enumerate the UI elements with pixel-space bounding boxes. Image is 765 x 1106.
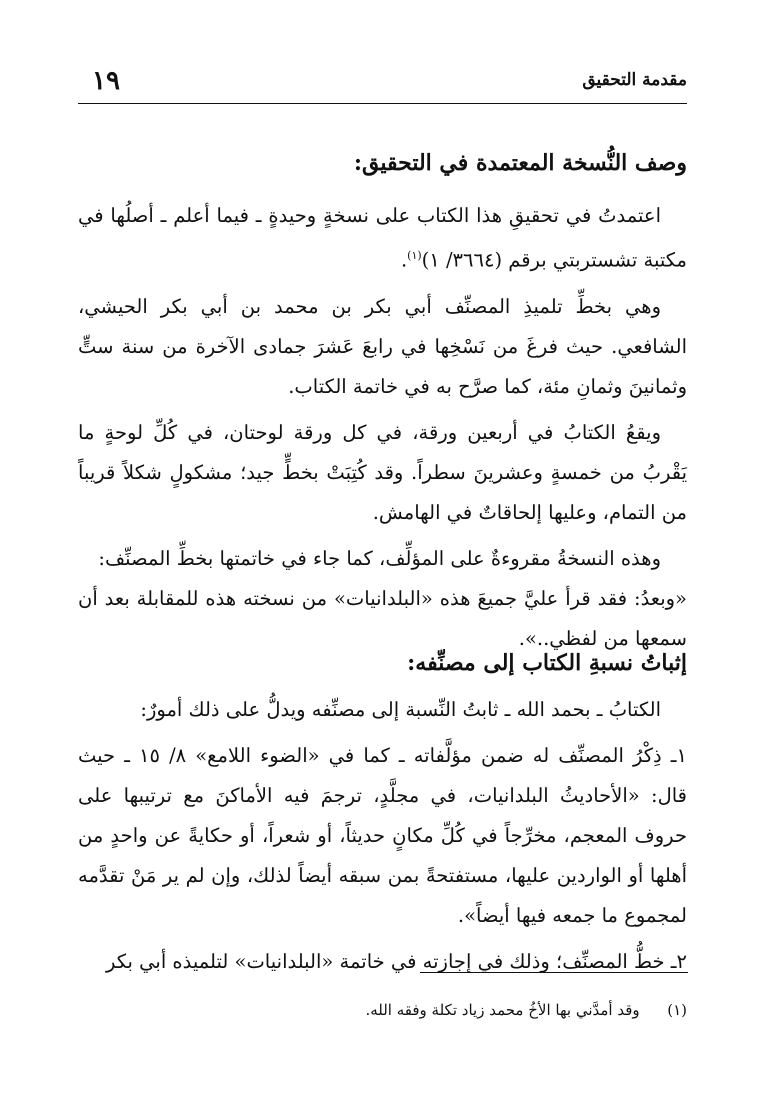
page-header [78, 66, 687, 100]
page-number: ١٩ [92, 66, 120, 96]
footnote [78, 998, 687, 1022]
section-heading-attribution: إثباتُ نسبةِ الكتاب إلى مصنِّفه: [407, 650, 687, 676]
paragraph-text: اعتمدتُ في تحقيقِ هذا الكتاب على نسخةٍ وحيدةٍ ـ فيما أعلم ـ أصلُها في مكتبة تشستربتي برقم (٣٦٦٤/ ١) [78, 204, 687, 272]
paragraph: ويقعُ الكتابُ في أربعين ورقة، في كل ورقة لوحتان، في كُلِّ لوحةٍ ما يَقْربُ من خمسةٍ وعشرينَ سطراً. وقد كُتِبَتْ بخطٍّ جيد؛ مشكولٍ شكلاً قريباً من التمام، وعليها إلحاقاتٌ في الهامش. [78, 420, 687, 524]
paragraph: وهذه النسخةُ مقروءةٌ على المؤلِّف، كما جاء في خاتمتها بخطِّ المصنِّف: [98, 546, 661, 570]
footnote-rule [420, 972, 688, 973]
header-rule [78, 103, 687, 104]
paragraph [78, 196, 687, 281]
numbered-paragraph: ٢ـ خطُّ المصنِّف؛ وذلك في إجازته في خاتمة «البلدانيات» لتلميذه أبي بكر [105, 950, 687, 973]
paragraph: وهي بخطِّ تلميذِ المصنِّف أبي بكر بن محمد بن أبي بكر الحيشي، الشافعي. حيث فرغَ من نَسْخِها في رابعَ عَشرَ جمادى الآخرة من سنة ستٍّ وثمانينَ وثمانِ مئة، كما صرَّح به في خاتمة الكتاب. [78, 294, 687, 398]
section-attribution-body [78, 690, 687, 982]
footnote-ref: (١) [407, 249, 422, 262]
running-title: مقدمة التحقيق [582, 70, 687, 90]
footnote-text: وقد أمدَّني بها الأخُ محمد زياد تكلة وفقه الله. [365, 1001, 640, 1019]
numbered-paragraph: ١ـ ذِكْرُ المصنِّف له ضمن مؤلَّفاته ـ كما في «الضوء اللامع» ٨/ ١٥ ـ حيث قال: «الأحاديثُ البلدانيات، في مجلَّدٍ، ترجمَ فيه الأماكنَ مع ترتيبها على حروف المعجم، مخرِّجاً في كُلِّ مكانٍ حديثاً، أو شعراً، أو حكايةً عن واحدٍ من أهلها أو الواردين عليها، مستفتحةً بمن سبقه أيضاً لذلك، وإن لم ير مَنْ تقدَّمه لمجموع ما جمعه فيها أيضاً». [78, 744, 687, 927]
paragraph: الكتابُ ـ بحمد الله ـ ثابتُ النِّسبة إلى مصنِّفه ويدلُّ على ذلك أمورٌ: [140, 698, 661, 721]
footnote-marker: (١) [667, 1001, 687, 1019]
paragraph-end: . [400, 248, 408, 272]
section-heading-manuscript: وصف النُّسخة المعتمدة في التحقيق: [353, 150, 687, 176]
quote-paragraph: «وبعدُ: فقد قرأ عليَّ جميعَ هذه «البلدانيات» من نسخته هذه للمقابلة بعد أن سمعها من لفظي..». [78, 586, 687, 650]
section-manuscript-body [78, 196, 687, 659]
